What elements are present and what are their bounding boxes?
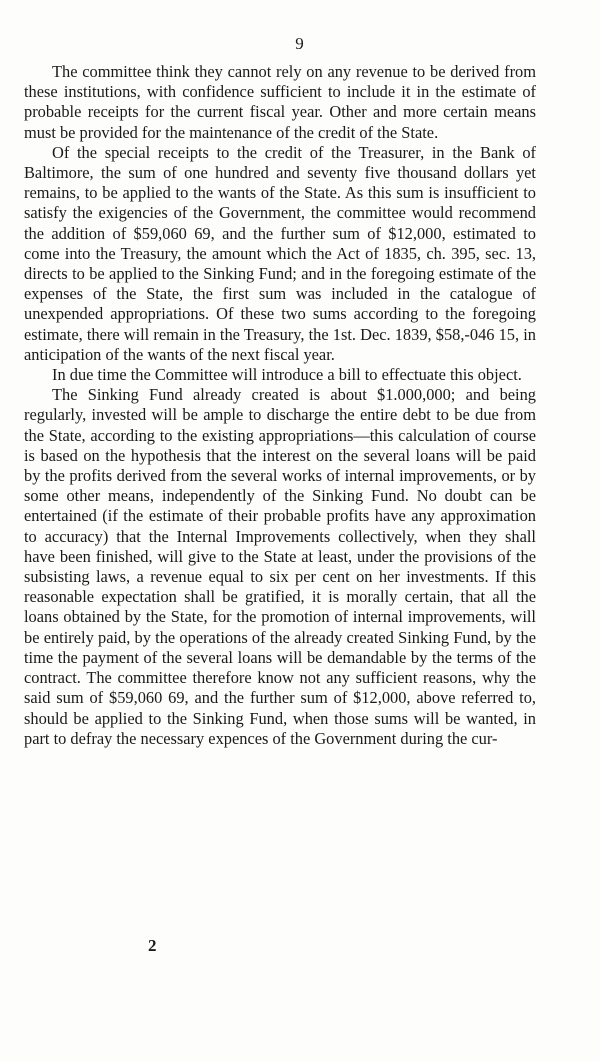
signature-mark: 2 xyxy=(148,936,157,955)
body-text xyxy=(24,62,536,749)
page-number: 9 xyxy=(295,34,305,53)
paragraph-revenue-institutions: The committee think they cannot rely on any revenue to be derived from these institutions, with confidence sufficient to include it in the estimate of probable receipts for the current fiscal year. Other and more certain means must be provided for the maintenance of the credit of the State. xyxy=(24,62,536,142)
paragraph-sinking-fund: The Sinking Fund already created is about $1.000,000; and being regularly, invested will be ample to discharge the entire debt to be due from the State, according to the existing appropriations—this calculation of course is based on the hypothesis that the interest on the several loans will be paid by the profits derived from the several works of internal improvements, or by some other means, independently of the Sinking Fund. No doubt can be entertained (if the estimate of their probable profits have any approximation to accuracy) that the Internal Improvements collectively, when they shall have been finished, will give to the State at least, under the provisions of the subsisting laws, a revenue equal to six per cent on her investments. If this reasonable expectation shall be gratified, it is morally certain, that all the loans obtained by the State, for the promotion of internal improvements, will be entirely paid, by the operations of the already created Sinking Fund, by the time the payment of the several loans will be demandable by the terms of the contract. The committee therefore know not any sufficient reasons, why the said sum of $59,060 69, and the further sum of $12,000, above referred to, should be applied to the Sinking Fund, when those sums will be wanted, in part to defray the necessary expences of the Government during the cur- xyxy=(24,385,536,748)
paragraph-bill-introduction: In due time the Committee will introduce a bill to effectuate this object. xyxy=(52,365,522,385)
paragraph-special-receipts: Of the special receipts to the credit of the Treasurer, in the Bank of Baltimore, the sum of one hundred and seventy five thousand dollars yet remains, to be applied to the wants of the State. As this sum is insufficient to satisfy the exigencies of the Government, the committee would recommend the addition of $59,060 69, and the further sum of $12,000, estimated to come into the Treasury, the amount which the Act of 1835, ch. 395, sec. 13, directs to be applied to the Sinking Fund; and in the foregoing estimate of the expenses of the State, the first sum was included in the catalogue of unexpended appropriations. Of these two sums according to the foregoing estimate, there will remain in the Treasury, the 1st. Dec. 1839, $58,-046 15, in anticipation of the wants of the next fiscal year. xyxy=(24,142,536,364)
